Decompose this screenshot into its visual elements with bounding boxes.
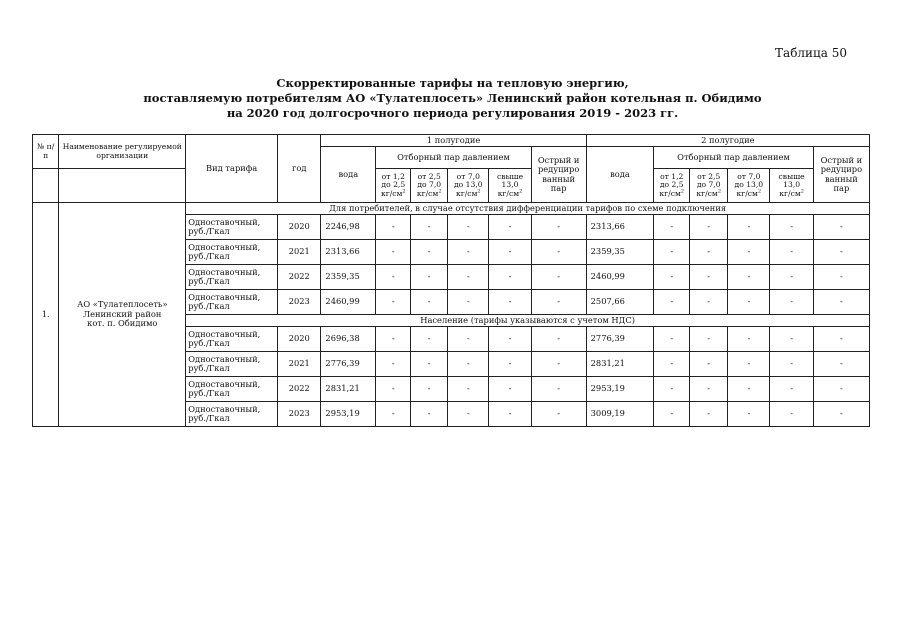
empty-value-cell: - — [654, 327, 690, 352]
header-half2: 2 полугодие — [586, 135, 869, 147]
header-pressure-2: от 2,5 до 7,0 $кг/см^2$ — [411, 169, 448, 203]
empty-value-cell: - — [728, 402, 770, 427]
empty-value-cell: - — [690, 265, 728, 290]
title-line: на 2020 год долгосрочного периода регулирования 2019 - 2023 гг. — [226, 106, 679, 120]
empty-value-cell: - — [654, 265, 690, 290]
header-sharp-steam-h1: Острый и редуциро ванный пар — [531, 147, 586, 203]
header-org-name: Наименование регулируемой организации — [59, 135, 186, 169]
empty-value-cell: - — [813, 290, 869, 315]
header-half1: 1 полугодие — [321, 135, 586, 147]
empty-value-cell: - — [376, 352, 411, 377]
empty-value-cell: - — [690, 402, 728, 427]
empty-value-cell: - — [489, 265, 531, 290]
empty-value-cell: - — [489, 215, 531, 240]
empty-value-cell: - — [531, 290, 586, 315]
tariff-type-cell: Одноставочный, руб./Гкал — [186, 265, 278, 290]
header-pressure-1: от 1,2 до 2,5 $кг/см^2$ — [376, 169, 411, 203]
empty-value-cell: - — [448, 240, 489, 265]
h2-water-cell: 2953,19 — [586, 377, 654, 402]
empty-value-cell: - — [531, 265, 586, 290]
empty-value-cell: - — [411, 327, 448, 352]
empty-value-cell: - — [489, 290, 531, 315]
empty-value-cell: - — [690, 352, 728, 377]
empty-value-cell: - — [376, 377, 411, 402]
empty-value-cell: - — [690, 240, 728, 265]
empty-value-cell: - — [813, 327, 869, 352]
empty-value-cell: - — [770, 402, 813, 427]
h1-water-cell: 2359,35 — [321, 265, 376, 290]
empty-value-cell: - — [489, 240, 531, 265]
empty-value-cell: - — [448, 215, 489, 240]
empty-value-cell: - — [376, 215, 411, 240]
header-blank — [59, 169, 186, 203]
year-cell: 2020 — [278, 327, 321, 352]
empty-value-cell: - — [489, 327, 531, 352]
organization-name — [59, 203, 186, 427]
empty-value-cell: - — [813, 265, 869, 290]
title-line: Скорректированные тарифы на тепловую энергию, — [276, 76, 629, 90]
empty-value-cell: - — [690, 327, 728, 352]
h1-water-cell: 2313,66 — [321, 240, 376, 265]
row-number: 1. — [33, 203, 59, 427]
document-title — [0, 76, 905, 121]
year-cell: 2023 — [278, 290, 321, 315]
empty-value-cell: - — [531, 352, 586, 377]
empty-value-cell: - — [448, 327, 489, 352]
empty-value-cell: - — [654, 215, 690, 240]
h1-water-cell: 2246,98 — [321, 215, 376, 240]
h1-water-cell: 2953,19 — [321, 402, 376, 427]
header-water-h2: вода — [586, 147, 654, 203]
empty-value-cell: - — [489, 377, 531, 402]
header-pressure-1: от 1,2 до 2,5 $кг/см^2$ — [654, 169, 690, 203]
empty-value-cell: - — [813, 352, 869, 377]
h2-water-cell: 3009,19 — [586, 402, 654, 427]
org-line: Ленинский район — [83, 308, 162, 319]
empty-value-cell: - — [411, 265, 448, 290]
h2-water-cell: 2359,35 — [586, 240, 654, 265]
header-sharp-steam-h2: Острый и редуциро ванный пар — [813, 147, 869, 203]
title-line: поставляемую потребителям АО «Тулатеплосеть» Ленинский район котельная п. Обидимо — [143, 91, 762, 105]
empty-value-cell: - — [448, 265, 489, 290]
empty-value-cell: - — [813, 402, 869, 427]
empty-value-cell: - — [448, 377, 489, 402]
empty-value-cell: - — [411, 352, 448, 377]
empty-value-cell: - — [770, 327, 813, 352]
empty-value-cell: - — [531, 402, 586, 427]
empty-value-cell: - — [376, 240, 411, 265]
empty-value-cell: - — [728, 377, 770, 402]
empty-value-cell: - — [654, 352, 690, 377]
tariff-table — [32, 134, 870, 427]
empty-value-cell: - — [448, 290, 489, 315]
h1-water-cell: 2776,39 — [321, 352, 376, 377]
empty-value-cell: - — [813, 215, 869, 240]
empty-value-cell: - — [813, 377, 869, 402]
empty-value-cell: - — [813, 240, 869, 265]
empty-value-cell: - — [376, 290, 411, 315]
h1-water-cell: 2460,99 — [321, 290, 376, 315]
empty-value-cell: - — [531, 215, 586, 240]
header-tariff-type: Вид тарифа — [186, 135, 278, 203]
empty-value-cell: - — [376, 265, 411, 290]
org-line: АО «Тулатеплосеть» — [77, 299, 168, 310]
header-pressure-2: от 2,5 до 7,0 $кг/см^2$ — [690, 169, 728, 203]
empty-value-cell: - — [411, 402, 448, 427]
empty-value-cell: - — [411, 377, 448, 402]
empty-value-cell: - — [448, 352, 489, 377]
empty-value-cell: - — [376, 327, 411, 352]
section-title: Для потребителей, в случае отсутствия дифференциации тарифов по схеме подключения — [186, 203, 870, 215]
section-title: Население (тарифы указываются с учетом НДС) — [186, 315, 870, 327]
h1-water-cell: 2831,21 — [321, 377, 376, 402]
empty-value-cell: - — [654, 240, 690, 265]
header-pressure-4: свыше 13,0 $кг/см^2$ — [770, 169, 813, 203]
empty-value-cell: - — [489, 352, 531, 377]
empty-value-cell: - — [770, 377, 813, 402]
header-num: № п/п — [33, 135, 59, 169]
empty-value-cell: - — [489, 402, 531, 427]
tariff-type-cell: Одноставочный, руб./Гкал — [186, 402, 278, 427]
tariff-type-cell: Одноставочный, руб./Гкал — [186, 377, 278, 402]
tariff-type-cell: Одноставочный, руб./Гкал — [186, 327, 278, 352]
empty-value-cell: - — [770, 352, 813, 377]
header-steam-group-h1: Отборный пар давлением — [376, 147, 531, 169]
empty-value-cell: - — [690, 290, 728, 315]
empty-value-cell: - — [654, 402, 690, 427]
empty-value-cell: - — [728, 290, 770, 315]
header-pressure-3: от 7,0 до 13,0 $кг/см^2$ — [728, 169, 770, 203]
empty-value-cell: - — [448, 402, 489, 427]
empty-value-cell: - — [770, 265, 813, 290]
tariff-type-cell: Одноставочный, руб./Гкал — [186, 240, 278, 265]
year-cell: 2021 — [278, 352, 321, 377]
h2-water-cell: 2313,66 — [586, 215, 654, 240]
header-year: год — [278, 135, 321, 203]
h2-water-cell: 2776,39 — [586, 327, 654, 352]
year-cell: 2022 — [278, 377, 321, 402]
empty-value-cell: - — [531, 377, 586, 402]
empty-value-cell: - — [728, 240, 770, 265]
empty-value-cell: - — [531, 327, 586, 352]
tariff-type-cell: Одноставочный, руб./Гкал — [186, 352, 278, 377]
h2-water-cell: 2460,99 — [586, 265, 654, 290]
table-number: Таблица 50 — [775, 46, 847, 60]
header-pressure-3: от 7,0 до 13,0 $кг/см^2$ — [448, 169, 489, 203]
h1-water-cell: 2696,38 — [321, 327, 376, 352]
year-cell: 2022 — [278, 265, 321, 290]
header-steam-group-h2: Отборный пар давлением — [654, 147, 814, 169]
empty-value-cell: - — [728, 352, 770, 377]
tariff-type-cell: Одноставочный, руб./Гкал — [186, 290, 278, 315]
empty-value-cell: - — [654, 290, 690, 315]
year-cell: 2021 — [278, 240, 321, 265]
empty-value-cell: - — [411, 215, 448, 240]
tariff-type-cell: Одноставочный, руб./Гкал — [186, 215, 278, 240]
header-water-h1: вода — [321, 147, 376, 203]
empty-value-cell: - — [411, 240, 448, 265]
empty-value-cell: - — [376, 402, 411, 427]
empty-value-cell: - — [531, 240, 586, 265]
header-blank — [33, 169, 59, 203]
empty-value-cell: - — [770, 215, 813, 240]
year-cell: 2023 — [278, 402, 321, 427]
empty-value-cell: - — [770, 290, 813, 315]
empty-value-cell: - — [654, 377, 690, 402]
empty-value-cell: - — [728, 265, 770, 290]
empty-value-cell: - — [411, 290, 448, 315]
empty-value-cell: - — [770, 240, 813, 265]
empty-value-cell: - — [690, 215, 728, 240]
empty-value-cell: - — [690, 377, 728, 402]
empty-value-cell: - — [728, 327, 770, 352]
org-line: кот. п. Обидимо — [87, 318, 158, 329]
h2-water-cell: 2507,66 — [586, 290, 654, 315]
year-cell: 2020 — [278, 215, 321, 240]
header-pressure-4: свыше 13,0 $кг/см^2$ — [489, 169, 531, 203]
h2-water-cell: 2831,21 — [586, 352, 654, 377]
empty-value-cell: - — [728, 215, 770, 240]
